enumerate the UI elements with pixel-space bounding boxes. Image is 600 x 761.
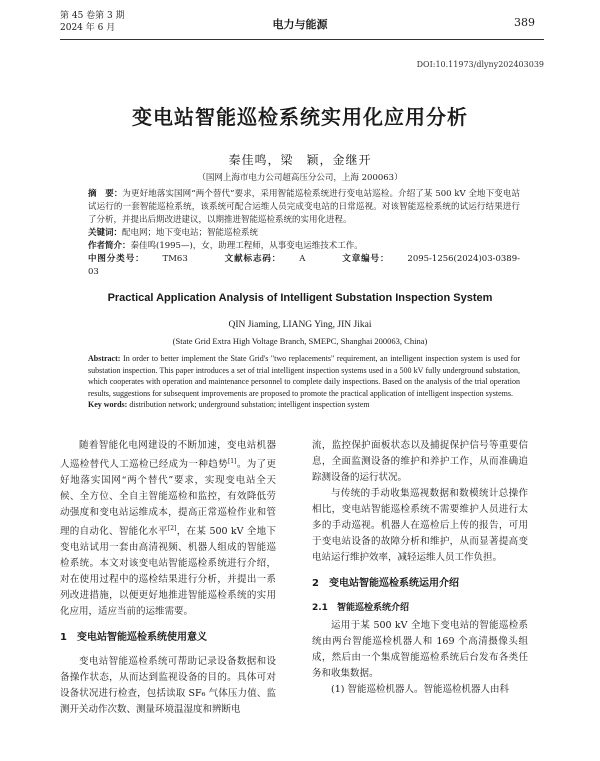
affiliation-cn: （国网上海市电力公司超高压分公司，上海 200063） [197,173,403,183]
authors-en: QIN Jiaming, LIANG Ying, JIN Jikai [228,320,372,330]
abstract-en [88,353,520,411]
abstract-en-text: In order to better implement the State Grid's "two replacements" requirement, an intelligent inspection system is used for substation inspection. This paper introduces a set of trial intelligent inspection systems used in a 500 kV fully underground substation, which cooperates with operation and maintenance personnel to complete daily inspections. Based on the analysis of the trial operation results, suggestions for subsequent improvements are proposed to promote the practical application of intelligent inspection systems. [88,354,521,398]
citation-ref: [2] [167,525,177,533]
citation-ref: [1] [227,458,237,465]
doc-code-label: 文献标志码： [223,254,282,264]
abstract-cn-label: 摘 要： [88,189,123,199]
paragraph: 与传统的手动收集巡视数据和数模统计总操作相比，变电站智能巡检系统不需要维护人员进行太多的手动巡视。机器人在巡检后上传的报告，可用于变电站设备的故障分析和维护，从而显著提高变电站运行维护效率，减轻运维人员工作负担。 [312,488,528,563]
clc: TM63 [162,254,188,264]
keywords-en: distribution network; underground substation; intelligent inspection system [129,400,370,409]
body-right-column [312,438,528,698]
subsection-heading-2-1: 2.1 智能巡检系统介绍 [312,603,409,613]
affiliation-en: (State Grid Extra High Voltage Branch, SMEPC, Shanghai 200063, China) [172,336,428,346]
issue-date: 2024 年 6 月 [60,23,116,33]
header-rule [60,39,544,40]
keywords-cn-label: 关键词： [88,228,123,238]
section-1-paragraph: 变电站智能巡检系统可帮助记录设备数据和设备操作状态，从而达到监视设备的目的。具体可对设备状况进行检查，包括读取 SF₆ 气体压力值、监测开关动作次数、测量环境温湿度和辨断电 [60,656,276,716]
classification-row [88,253,520,279]
body-left-column [60,438,276,718]
abstract-cn [88,188,520,279]
section-heading-1: 1 变电站智能巡检系统使用意义 [60,632,207,644]
paragraph: (1) 智能巡检机器人。智能巡检机器人由科 [331,684,509,695]
abstract-en-label: Abstract: [88,354,121,363]
author-intro: 秦佳鸣(1995—)，女，助理工程师，从事变电运维技术工作。 [130,241,363,251]
doc-code: A [299,254,306,264]
title-en: Practical Application Analysis of Intelligent Substation Inspection System [107,292,493,304]
title-cn: 变电站智能巡检系统实用化应用分析 [132,105,468,129]
abstract-cn-text: 为更好地落实国网“两个替代”要求，采用智能巡检系统进行变电站巡检。介绍了某 500 kV 全地下变电站试运行的一套智能巡检系统，该系统可配合运维人员完成变电站的日常巡视。对该智能巡检系统的试运行结果进行了分析，并提出后期改进建议，以期推进智能巡检系统的实用化进程。 [88,189,520,225]
keywords-cn: 配电网；地下变电站；智能巡检系统 [122,228,259,238]
section-heading-2: 2 变电站智能巡检系统运用介绍 [312,578,459,589]
keywords-en-label: Key words: [88,400,128,409]
clc-label: 中图分类号： [88,254,145,264]
doi: DOI:10.11973/dlyny202403039 [416,60,544,69]
page-number: 389 [514,16,535,29]
paragraph: 运用于某 500 kV 全地下变电站的智能巡检系统由两台智能巡检机器人和 169 个高清摄像头组成，然后由一个集成智能巡检系统后台发布各类任务和收集数据。 [312,620,528,679]
continued-paragraph: 流，监控保护面板状态以及捕捉保护信号等重要信息，全面监测设备的维护和养护工作，从而准确追踪测设备的运行状况。 [312,440,528,483]
author-intro-label: 作者简介： [88,241,131,251]
article-no-label: 文章编号： [341,254,390,264]
volume-issue: 第 45 卷第 3 期 [60,11,125,21]
article-no: 2095-1256(2024)03-0389-03 [88,254,520,277]
authors-cn: 秦佳鸣，梁 颖，金继开 [228,153,372,167]
intro-paragraph: 随着智能化电网建设的不断加速，变电站机器人巡检替代人工巡检已经成为一种趋势[1]。为了更好地落实国网“两个替代”要求，实现变电站全天候、全方位、全自主智能巡检和监控，有效降低劳动强度和变电站运维成本，提高正常巡检作业和管理的自动化、智能化水平[2]，在某 500 kV 全地下变电站试用一套由高清视频、机器人组成的智能巡检系统。本文对该变电站智能巡检系统进行介绍，对在使用过程中的巡检结果进行分析，并提出一系列改进措施，以便更好地推进智能巡检系统的实用化应用，适应当前的运维需要。 [60,440,276,618]
journal-name: 电力与能源 [272,18,328,31]
